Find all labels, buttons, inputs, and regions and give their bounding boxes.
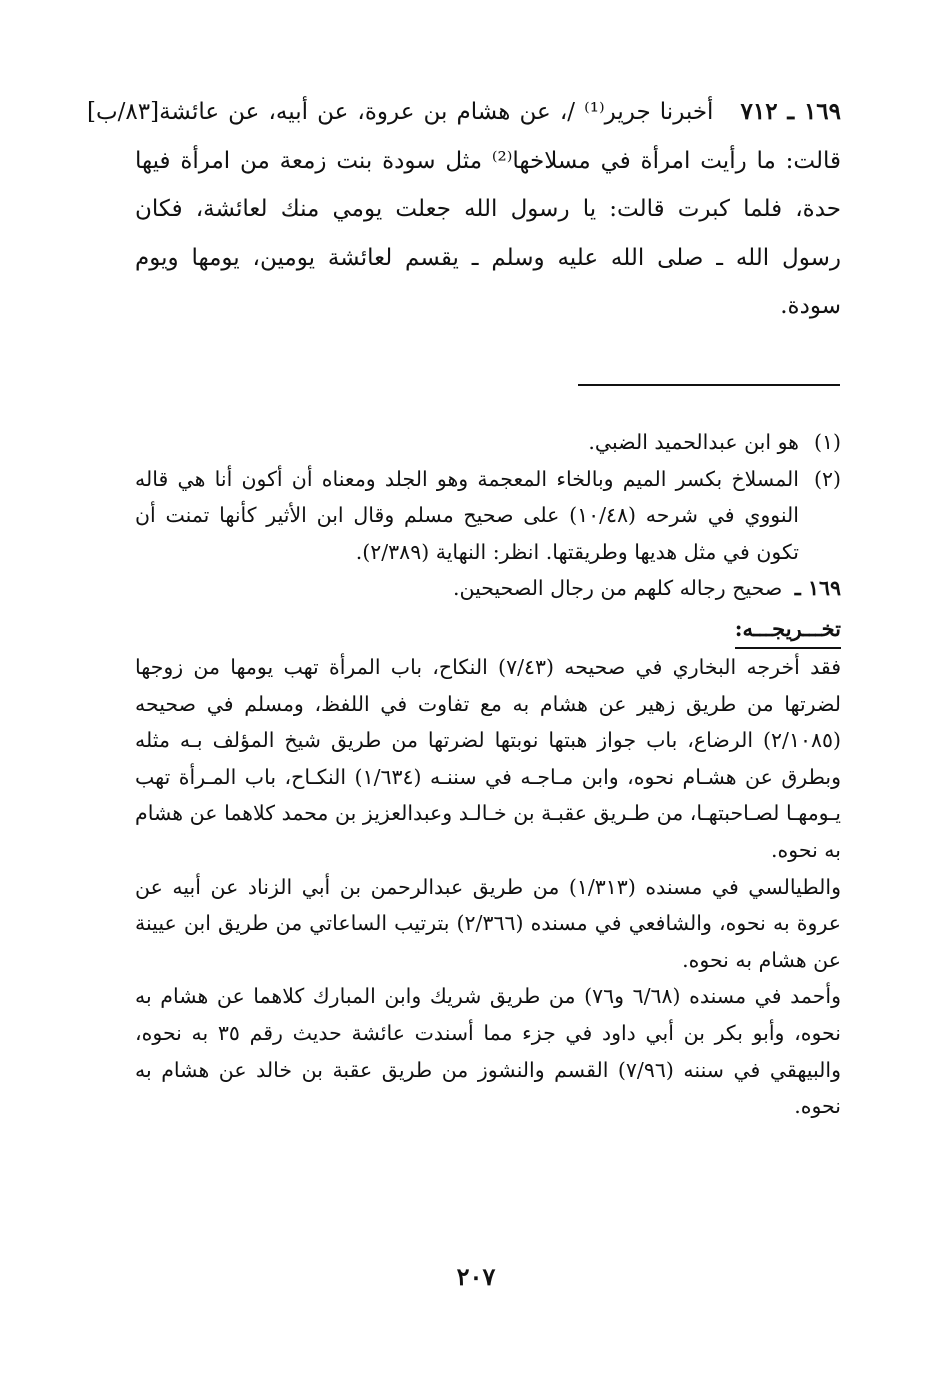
- takhrij-paragraph: والطيالسي في مسنده (١/٣١٣) من طريق عبدالرحمن بن أبي الزناد عن أبيه عن عروة به نحوه، والشافعي في مسنده (٢/٣٦٦) بترتيب الساعاتي من طريق ابن عيينة عن هشام به نحوه.: [135, 874, 841, 972]
- footnote-text: المسلاخ بكسر الميم وبالخاء المعجمة وهو الجلد ومعناه أن أكون أنا هي قاله النووي في شرحه (١٠/٤٨) على صحيح مسلم وقال ابن الأثير كأنها تمنت أن تكون في مثل هديها وطريقتها. انظر: النهاية (٢/٣٨٩).: [135, 466, 799, 564]
- folio-reference: [٨٣/ب]: [87, 99, 160, 125]
- takhrij-paragraph: وأحمد في مسنده (٦/٦٨ و٧٦) من طريق شريك وابن المبارك كلاهما عن هشام به نحوه، وأبو بكر بن أبي داود في جزء مما أسندت عائشة حديث رقم ٣٥ به نحوه، والبيهقي في سننه (٧/٩٦) القسم والنشوز من طريق عقبة بن خالد عن هشام به نحوه.: [135, 984, 841, 1119]
- footnote-1: [135, 424, 841, 461]
- hadith-text: أخبرنا جرير⁽¹⁾ /، عن هشام بن عروة، عن أبيه، عن عائشة قالت: ما رأيت امرأة في مسلاخها⁽²⁾ مثل سودة بنت زمعة من امرأة فيها حدة، فلما كبرت قالت: يا رسول الله جعلت يومي منك لعائشة، فكان رسول الله ـ صلى الله عليه وسلم ـ يقسم لعائشة يومين، يومها ويوم سودة.: [135, 99, 841, 319]
- footnote-text: هو ابن عبدالحميد الضبي.: [588, 430, 799, 454]
- grade-number: ١٦٩ ـ: [794, 576, 841, 600]
- page-number: ٢٠٧: [456, 1262, 496, 1291]
- hadith-grade: [135, 570, 841, 607]
- footnote-2: [135, 461, 841, 571]
- footnotes-section: [135, 424, 841, 1125]
- takhrij-heading: تخـــريجـــه:: [735, 611, 841, 650]
- takhrij-paragraph: فقد أخرجه البخاري في صحيحه (٧/٤٣) النكاح، باب المرأة تهب يومها من زوجها لضرتها من طريق زهير عن هشام به مع تفاوت في اللفظ، ومسلم في صحيحه (٢/١٠٨٥) الرضاع، باب جواز هبتها نوبتها لضرتها من طريق شيخ المؤلف بـه مثله وبطرق عن هشـام نحوه، وابن مـاجـه في سننـه (١/٦٣٤) النكـاح، باب المـرأة تهب يـومهـا لصـاحبتهـا، من طـريق عقبـة بن خـالـد وعبدالعزيز بن محمد كلاهما عن هشام به نحوه.: [135, 655, 841, 862]
- footnote-separator: [578, 384, 840, 386]
- footnote-number: (٢): [813, 466, 841, 491]
- hadith-text-block: [87, 88, 842, 331]
- grade-text: صحيح رجاله كلهم من رجال الصحيحين.: [452, 576, 783, 600]
- takhrij-section: [135, 607, 841, 1125]
- hadith-number: ١٦٩ ـ ٧١٢: [740, 98, 842, 125]
- footnote-number: (١): [813, 430, 841, 454]
